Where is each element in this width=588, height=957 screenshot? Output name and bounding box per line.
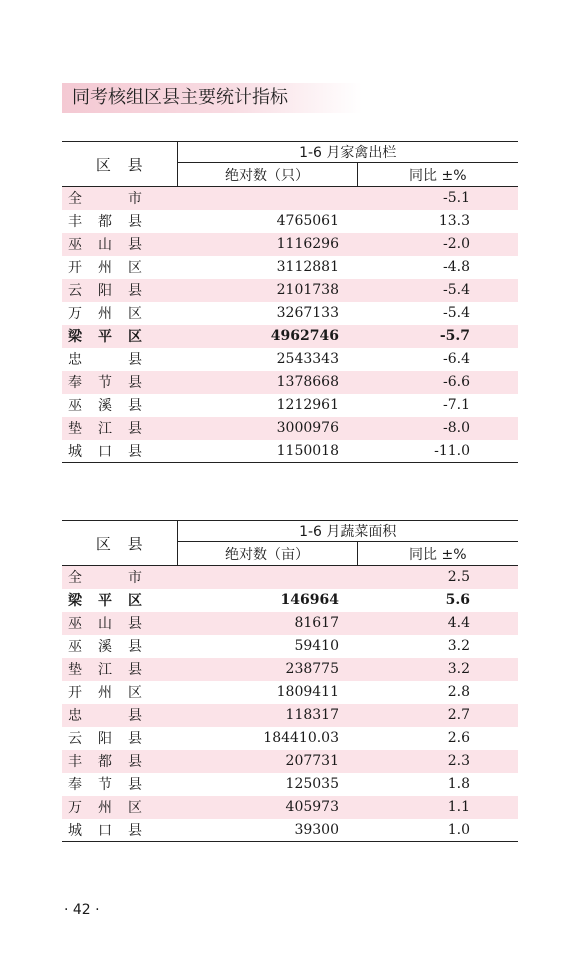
absolute-value-cell: 2101738 [177, 279, 357, 302]
poultry-table [62, 141, 518, 463]
region-name-char: 开 [68, 260, 82, 276]
yoy-change-cell: 1.0 [357, 819, 518, 842]
region-name-char: 巫 [68, 237, 82, 253]
yoy-change-cell: -4.8 [443, 259, 471, 275]
region-name-cell [62, 658, 177, 681]
absolute-value-cell: 2543343 [276, 351, 339, 367]
region-name-char: 城 [68, 822, 82, 839]
table-row [62, 750, 518, 773]
region-name-cell [62, 773, 177, 796]
region-name-cell [62, 279, 177, 302]
region-name-char: 县 [128, 639, 142, 655]
table-row [62, 302, 518, 325]
region-name-char: 忠 [68, 352, 82, 368]
table-row [62, 819, 518, 842]
region-name-char: 县 [128, 421, 142, 437]
region-name-cell [62, 210, 177, 233]
absolute-value-cell: 3112881 [276, 259, 339, 275]
absolute-value-cell: 118317 [177, 704, 357, 727]
yoy-change-cell: -8.0 [357, 417, 518, 440]
region-name-char: 州 [98, 260, 112, 276]
yoy-change-cell: 3.2 [357, 658, 518, 681]
absolute-value-cell: 4765061 [276, 213, 339, 229]
region-name-cell [62, 819, 177, 842]
absolute-value-cell: 59410 [294, 638, 339, 654]
region-name-char: 云 [68, 283, 82, 299]
table-row [62, 566, 518, 589]
region-name-cell [62, 187, 177, 210]
table-body [62, 566, 518, 842]
table-row [62, 417, 518, 440]
yoy-change-cell: 13.3 [438, 213, 471, 229]
table-row [62, 325, 518, 348]
absolute-value-cell: 1116296 [177, 233, 357, 256]
yoy-change-cell: -5.4 [443, 305, 471, 321]
region-name-char: 州 [98, 306, 112, 322]
absolute-value-cell: 125035 [285, 776, 339, 792]
table-row [62, 635, 518, 658]
table-row [62, 589, 518, 612]
region-name-char: 万 [68, 306, 82, 322]
region-name-cell [62, 371, 177, 394]
absolute-value-cell: 184410.03 [263, 730, 339, 746]
table-row [62, 796, 518, 819]
region-name-char: 县 [128, 214, 142, 230]
absolute-value-cell: 3267133 [276, 305, 339, 321]
region-name-char: 巫 [68, 616, 82, 632]
yoy-change-cell: 3.2 [447, 638, 471, 654]
region-name-char: 城 [68, 443, 82, 460]
region-name-char: 县 [128, 283, 142, 299]
indicator-group-header: 1-6 月家禽出栏 [177, 142, 518, 163]
indicator-group-header: 1-6 月蔬菜面积 [177, 521, 518, 542]
region-name-char: 节 [98, 777, 112, 793]
yoy-change-cell: -11.0 [357, 440, 518, 463]
region-name-char: 县 [128, 616, 142, 632]
region-name-char: 县 [128, 375, 142, 391]
table-row [62, 658, 518, 681]
yoy-change-cell: 2.5 [357, 566, 518, 589]
region-name-char: 全 [68, 191, 82, 208]
yoy-change-cell: 1.1 [357, 796, 518, 819]
region-name-cell [62, 612, 177, 635]
absolute-value-cell: 146964 [280, 592, 339, 608]
region-name-char: 山 [98, 237, 112, 253]
region-name-char: 丰 [68, 214, 82, 230]
region-name-char: 巫 [68, 398, 82, 414]
region-column-header: 区 县 [62, 142, 177, 187]
table-row [62, 612, 518, 635]
region-name-char: 溪 [98, 398, 112, 414]
table-body [62, 187, 518, 463]
absolute-value-cell: 3000976 [177, 417, 357, 440]
region-name-char: 奉 [68, 375, 82, 391]
region-name-char: 区 [128, 685, 142, 701]
yoy-change-cell: -5.1 [357, 187, 518, 210]
region-name-cell [62, 589, 177, 612]
table-row [62, 773, 518, 796]
region-name-char: 县 [128, 352, 142, 368]
region-name-cell [62, 417, 177, 440]
region-name-char: 平 [98, 329, 112, 345]
table-row [62, 210, 518, 233]
region-name-char: 全 [68, 570, 82, 587]
region-name-char: 阳 [98, 731, 112, 747]
region-name-char: 县 [128, 754, 142, 770]
yoy-change-cell: 4.4 [357, 612, 518, 635]
region-name-cell [62, 704, 177, 727]
table-row [62, 681, 518, 704]
absolute-value-cell [177, 187, 357, 210]
region-name-cell [62, 348, 177, 371]
yoy-change-cell: -5.7 [357, 325, 518, 348]
yoy-change-cell: 2.7 [357, 704, 518, 727]
table-row [62, 371, 518, 394]
region-name-char: 口 [98, 443, 112, 460]
region-name-char: 县 [128, 443, 142, 460]
table-row [62, 348, 518, 371]
yoy-change-cell: -6.4 [443, 351, 471, 367]
region-name-char: 阳 [98, 283, 112, 299]
region-name-char: 县 [128, 237, 142, 253]
region-name-char: 市 [128, 191, 142, 208]
absolute-value-cell: 81617 [177, 612, 357, 635]
absolute-value-cell: 1809411 [276, 684, 339, 700]
absolute-value-cell: 1150018 [177, 440, 357, 463]
region-name-char: 巫 [68, 639, 82, 655]
region-name-char: 县 [128, 708, 142, 724]
yoy-change-cell: -7.1 [443, 397, 471, 413]
region-name-cell [62, 750, 177, 773]
absolute-value-cell: 207731 [177, 750, 357, 773]
yoy-change-cell: 2.3 [357, 750, 518, 773]
region-name-char: 区 [128, 260, 142, 276]
yoy-change-cell: -2.0 [357, 233, 518, 256]
region-name-cell [62, 394, 177, 417]
table-row [62, 187, 518, 210]
absolute-value-cell: 4962746 [177, 325, 357, 348]
region-name-char: 区 [128, 306, 142, 322]
region-name-char: 州 [98, 800, 112, 816]
region-name-cell [62, 325, 177, 348]
table-row [62, 704, 518, 727]
yoy-change-cell: 2.8 [447, 684, 471, 700]
region-name-cell [62, 796, 177, 819]
region-name-char: 县 [128, 777, 142, 793]
region-name-char: 市 [128, 570, 142, 587]
region-name-cell [62, 440, 177, 463]
table-row [62, 727, 518, 750]
absolute-value-cell: 1212961 [276, 397, 339, 413]
region-name-char: 奉 [68, 777, 82, 793]
region-name-char: 都 [98, 754, 112, 770]
region-name-char: 平 [98, 593, 112, 609]
absolute-value-header: 绝对数（亩） [177, 542, 357, 566]
region-name-char: 梁 [68, 329, 82, 345]
yoy-change-cell: 2.6 [447, 730, 471, 746]
region-name-cell [62, 566, 177, 589]
region-name-char: 开 [68, 685, 82, 701]
region-name-cell [62, 635, 177, 658]
region-name-char: 梁 [68, 593, 82, 609]
region-name-char: 垫 [68, 662, 82, 678]
region-name-char: 江 [98, 421, 112, 437]
region-name-char: 忠 [68, 708, 82, 724]
region-name-char: 都 [98, 214, 112, 230]
region-name-char: 山 [98, 616, 112, 632]
region-name-char: 垫 [68, 421, 82, 437]
table-row [62, 394, 518, 417]
region-name-char: 区 [128, 593, 142, 609]
region-name-char: 口 [98, 822, 112, 839]
region-name-char: 区 [128, 800, 142, 816]
absolute-value-cell: 405973 [177, 796, 357, 819]
region-column-header: 区 县 [62, 521, 177, 566]
section-title: 同考核组区县主要统计指标 [62, 83, 362, 113]
region-name-char: 区 [128, 329, 142, 345]
yoy-change-header: 同比 ±% [357, 542, 518, 566]
region-name-char: 溪 [98, 639, 112, 655]
region-name-char: 江 [98, 662, 112, 678]
region-name-cell [62, 233, 177, 256]
absolute-value-cell: 1378668 [177, 371, 357, 394]
region-name-char: 万 [68, 800, 82, 816]
region-name-char: 县 [128, 398, 142, 414]
region-name-char: 云 [68, 731, 82, 747]
region-name-cell [62, 302, 177, 325]
region-name-char: 州 [98, 685, 112, 701]
region-name-char: 县 [128, 822, 142, 839]
region-name-char: 丰 [68, 754, 82, 770]
absolute-value-header: 绝对数（只） [177, 163, 357, 187]
vegetable-area-table [62, 520, 518, 842]
absolute-value-cell: 238775 [177, 658, 357, 681]
yoy-change-cell: 1.8 [447, 776, 471, 792]
region-name-char: 节 [98, 375, 112, 391]
region-name-char: 县 [128, 731, 142, 747]
region-name-cell [62, 256, 177, 279]
yoy-change-cell: 5.6 [445, 592, 471, 608]
absolute-value-cell [177, 566, 357, 589]
table-row [62, 233, 518, 256]
region-name-char: 县 [128, 662, 142, 678]
table-row [62, 440, 518, 463]
region-name-cell [62, 727, 177, 750]
table-row [62, 256, 518, 279]
yoy-change-cell: -6.6 [357, 371, 518, 394]
yoy-change-header: 同比 ±% [357, 163, 518, 187]
page-number: · 42 · [64, 902, 100, 918]
yoy-change-cell: -5.4 [357, 279, 518, 302]
table-row [62, 279, 518, 302]
absolute-value-cell: 39300 [177, 819, 357, 842]
region-name-cell [62, 681, 177, 704]
